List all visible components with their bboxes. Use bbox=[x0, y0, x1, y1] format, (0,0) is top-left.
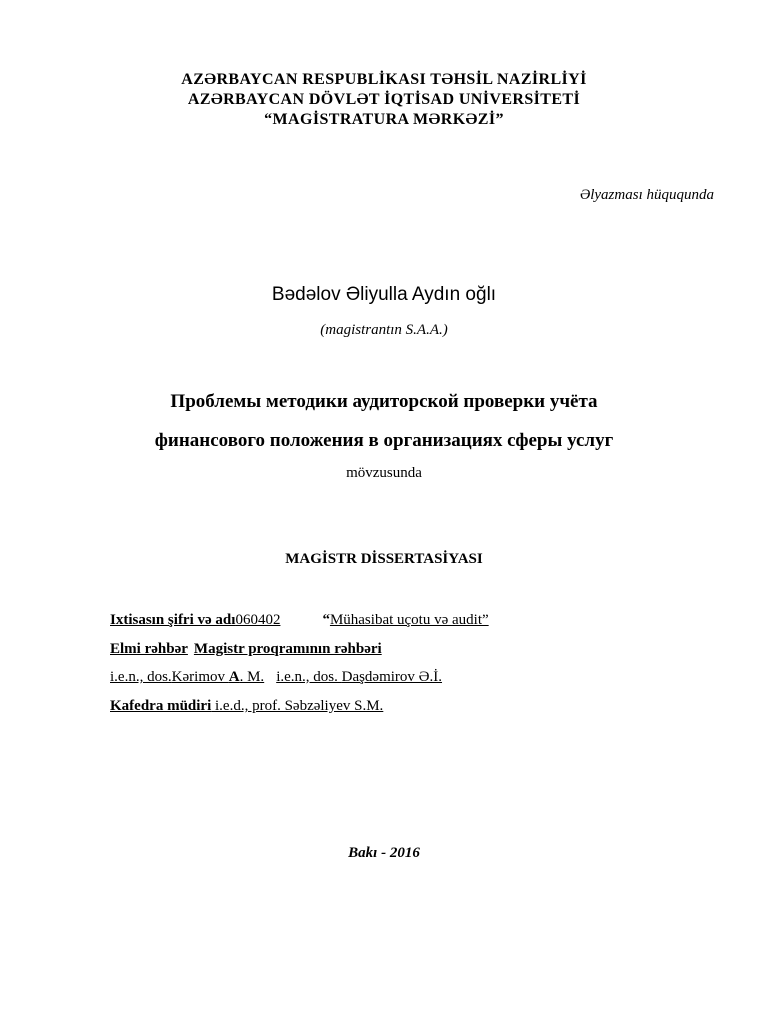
scientific-supervisor-name: Kərimov bbox=[171, 669, 225, 685]
department-head-line bbox=[110, 696, 383, 716]
program-supervisor-prefix: i.e.n., dos. bbox=[276, 669, 342, 685]
program-supervisor-name: Daşdəmirov Ə.İ. bbox=[341, 669, 443, 685]
scientific-supervisor-initials: . M. bbox=[239, 669, 265, 685]
thesis-title-line-1: Проблемы методики аудиторской проверки учёта bbox=[170, 391, 598, 412]
manuscript-rights-note: Əlyazması hüququnda bbox=[579, 187, 714, 203]
city-year: Bakı - 2016 bbox=[348, 845, 420, 861]
thesis-title-line-2: финансового положения в организациях сферы услуг bbox=[154, 430, 614, 451]
department-head-label: Kafedra müdiri bbox=[110, 698, 212, 714]
author-caption: (magistrantın S.A.A.) bbox=[320, 322, 448, 338]
degree-type: MAGİSTR DİSSERTASİYASI bbox=[285, 551, 483, 567]
scientific-supervisor-initial: A bbox=[228, 669, 240, 685]
scientific-supervisor-label: Elmi rəhbər bbox=[110, 641, 188, 657]
specialty-code: 060402 bbox=[235, 612, 281, 628]
center-heading: “MAGİSTRATURA MƏRKƏZİ” bbox=[264, 111, 504, 128]
specialty-open-quote: “ bbox=[322, 612, 330, 628]
author-name: Bədəlov Əliyulla Aydın oğlı bbox=[271, 284, 497, 305]
supervisors-names-line bbox=[110, 667, 442, 687]
program-supervisor-label: Magistr proqramının rəhbəri bbox=[193, 641, 382, 657]
university-heading: AZƏRBAYCAN DÖVLƏT İQTİSAD UNİVERSİTETİ bbox=[187, 91, 581, 108]
specialty-line bbox=[110, 610, 489, 630]
department-head-name: i.e.d., prof. Səbzəliyev S.M. bbox=[215, 698, 384, 714]
specialty-label: Ixtisasın şifri və adı bbox=[110, 612, 236, 628]
specialty-name: Mühasibat uçotu və audit” bbox=[329, 612, 489, 628]
topic-suffix: mövzusunda bbox=[346, 465, 422, 481]
ministry-heading: AZƏRBAYCAN RESPUBLİKASI TƏHSİL NAZİRLİYİ bbox=[181, 71, 587, 88]
supervisors-label-line bbox=[110, 639, 382, 659]
scientific-supervisor-prefix: i.e.n., dos. bbox=[110, 669, 172, 685]
